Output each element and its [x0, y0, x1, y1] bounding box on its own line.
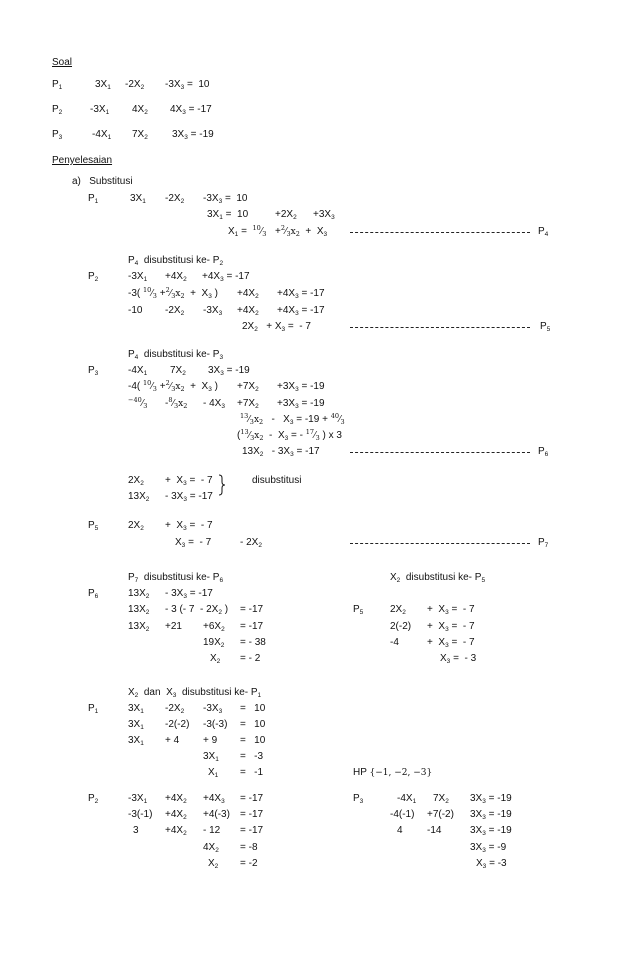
text-line: $+^2⁄_3x_2 + X_3$ [275, 224, 328, 238]
text-line: = -17 [240, 825, 264, 836]
text-line: $P_4$ disubstitusi ke- $P_3$ [128, 349, 224, 361]
text-line: -3(-1) [128, 809, 153, 820]
text-line: $X_2$ disubstitusi ke- $P_5$ [390, 572, 486, 584]
text-line: $4X_3 = -17$ [170, 104, 212, 116]
text-line: $3X_3 = -9$ [470, 842, 507, 854]
text-line: $P_1$ [52, 79, 63, 91]
text-line: $19X_2$ [203, 637, 225, 649]
text-line: $X_2$ [208, 858, 219, 870]
text-line: $3X_1 = 10$ [207, 209, 249, 221]
text-line: = -3 [240, 751, 264, 762]
text-line: $3X_3 = -19$ [470, 825, 512, 837]
text-line: $3X_1$ [128, 719, 144, 731]
text-line: $13X_2 - 3X_3 = -17$ [242, 446, 320, 458]
text-line: $X_3$ = - 7 [175, 537, 212, 549]
text-line: $+7X_2$ [237, 398, 259, 410]
text-line: 2(-2) [390, 621, 412, 632]
text-line: = - 2 [240, 653, 261, 664]
text-line: -10 [128, 305, 143, 316]
text-line: $+6X_2$ [203, 621, 225, 633]
text-line: 4 [397, 825, 403, 836]
text-line: $P_7$ disubstitusi ke- $P_6$ [128, 572, 224, 584]
text-line: $3X_1$ [130, 193, 146, 205]
text-line: = 10 [240, 719, 266, 730]
text-line: -2(-2) [165, 719, 190, 730]
text-line: $13X_2$ [128, 491, 150, 503]
text-line: $^{13}⁄_3x_2 - X_3 = -19$ + $^{40}⁄_3$ [240, 412, 345, 426]
text-line: $P_4$ [538, 226, 549, 238]
text-line: $+4X_3 = -17$ [277, 305, 325, 317]
text-line: $X_2$ dan $X_3$ disubstitusi ke- $P_1$ [128, 687, 262, 699]
text-line: $7X_2$ [170, 365, 186, 377]
text-line: = 10 [240, 735, 266, 746]
text-line: -4( $^{10}⁄_3$ $+^2⁄_3x_2 + X_3$ ) [128, 379, 218, 393]
text-line: $P_3$ [353, 793, 364, 805]
text-line: +7(-2) [427, 809, 454, 820]
text-line: $P_1$ [88, 193, 99, 205]
text-line: $P_7$ [538, 537, 549, 549]
text-line: $4X_2$ [132, 104, 148, 116]
text-line: + $X_3$ = - 7 [427, 637, 475, 649]
text-line: $2X_2$ [128, 475, 144, 487]
text-line: $P_3$ [88, 365, 99, 377]
text-line: $-2X_2$ [165, 305, 185, 317]
text-line: $P_1$ [88, 703, 99, 715]
text-line: + $X_3$ = - 7 [427, 604, 475, 616]
text-line: $+3X_3$ [313, 209, 335, 221]
text-line: = -17 [240, 621, 264, 632]
text-line: $3X_3 = -19$ [470, 793, 512, 805]
text-line: = 10 [240, 703, 266, 714]
text-line: $-3X_3$ [203, 703, 223, 715]
text-line: $P_2$ [88, 793, 99, 805]
text-line: $+7X_2$ [237, 381, 259, 393]
text-line: $-3X_1$ [128, 271, 148, 283]
text-line: $+4X_2$ [165, 809, 187, 821]
dashed-leader-line [350, 327, 530, 328]
text-line: $-3X_1$ [128, 793, 148, 805]
text-line: +21 [165, 621, 182, 632]
text-line: $^{-40}⁄_3$ [128, 396, 148, 410]
text-line: $3X_1$ [95, 79, 111, 91]
text-line: + $X_3$ = - 7 [427, 621, 475, 633]
text-line: $+4X_3 = -17$ [202, 271, 250, 283]
text-line: $+3X_3 = -19$ [277, 398, 325, 410]
text-line: $+4X_3 = -17$ [277, 288, 325, 300]
text-line: $P_5$ [540, 321, 551, 333]
text-line: $3X_1$ [128, 735, 144, 747]
text-line: $13X_2$ [128, 604, 150, 616]
text-line: $7X_2$ [433, 793, 449, 805]
text-line: $X_3 = -3$ [476, 858, 507, 870]
text-line: = -17 [240, 793, 264, 804]
text-line: $X_3$ = - 3 [440, 653, 477, 665]
text-line: $P_4$ disubstitusi ke- $P_2$ [128, 255, 224, 267]
text-line: $P_3$ [52, 129, 63, 141]
text-line: - $3X_3 = -17$ [165, 491, 213, 503]
text-line: - 12 [203, 825, 221, 836]
text-line: $P_5$ [353, 604, 364, 616]
dashed-leader-line [350, 232, 530, 233]
text-line: - 3 (- $7 - 2X_2$ ) [165, 604, 229, 616]
text-line: - $2X_2$ [240, 537, 262, 549]
text-line: = -17 [240, 604, 264, 615]
text-line: $3X_1$ [203, 751, 219, 763]
text-line: $+3X_3 = -19$ [277, 381, 325, 393]
text-line: $3X_1$ [128, 703, 144, 715]
text-line: $4X_2$ [203, 842, 219, 854]
text-line: $+4X_3$ [203, 793, 225, 805]
text-line: Penyelesaian [52, 155, 113, 166]
text-line: $P_2$ [52, 104, 63, 116]
text-line: $+4X_2$ [165, 825, 187, 837]
text-line: a) Substitusi [72, 176, 133, 187]
text-line: + $X_3$ = - 7 [165, 475, 213, 487]
text-line: $-3X_3$ [203, 305, 223, 317]
text-line: = -2 [240, 858, 258, 869]
text-line: - $4X_3$ [203, 398, 225, 410]
text-line: + $X_3$ = - 7 [165, 520, 213, 532]
text-line: $+4X_2$ [165, 793, 187, 805]
text-line: = -1 [240, 767, 264, 778]
text-line: $-3X_3 = 10$ [203, 193, 248, 205]
text-line: HP {−1, −2, −3} [353, 767, 433, 778]
text-line: -3(-3) [203, 719, 228, 730]
text-line: $P_6$ [88, 588, 99, 600]
text-line: -14 [427, 825, 442, 836]
text-line: 3 [133, 825, 139, 836]
text-line: $3X_3 = -19$ [172, 129, 214, 141]
text-line: $P_2$ [88, 271, 99, 283]
text-line: $-4X_1$ [128, 365, 148, 377]
text-line: $+4X_2$ [165, 271, 187, 283]
text-line: $-4X_1$ [92, 129, 112, 141]
text-line: $-4X_1$ [397, 793, 417, 805]
text-line: disubstitusi [252, 475, 302, 486]
text-line: = -17 [240, 809, 264, 820]
text-line: $P_6$ [538, 446, 549, 458]
text-line: $13X_2$ [128, 621, 150, 633]
text-line: $3X_3 = -19$ [470, 809, 512, 821]
text-line: $-3X_3 = 10$ [165, 79, 210, 91]
text-line: $13X_2$ [128, 588, 150, 600]
text-line: $+4X_2$ [237, 305, 259, 317]
text-line: $2X_2$ [128, 520, 144, 532]
text-line: -3( $^{10}⁄_3$ $+^2⁄_3x_2 + X_3$ ) [128, 286, 218, 300]
text-line: + 4 [165, 735, 180, 746]
text-line: $3X_3 = -19$ [208, 365, 250, 377]
text-line: $7X_2$ [132, 129, 148, 141]
text-line: +4(-3) [203, 809, 230, 820]
brace-icon [218, 474, 226, 496]
text-line: $X_1$ = $^{10}⁄_3$ [228, 224, 267, 238]
text-line: $+2X_2$ [275, 209, 297, 221]
text-line: $P_5$ [88, 520, 99, 532]
dashed-leader-line [350, 452, 530, 453]
text-line: $X_2$ [210, 653, 221, 665]
text-line: Soal [52, 57, 73, 68]
text-line: ($^{13}⁄_3x_2 - X_3$ = - $^{17}⁄_3$ ) x 3 [237, 428, 342, 442]
text-line: = - 38 [240, 637, 266, 648]
text-line: $-3X_1$ [90, 104, 110, 116]
text-line: $+4X_2$ [237, 288, 259, 300]
text-line: $-2X_2$ [165, 193, 185, 205]
text-line: + 9 [203, 735, 218, 746]
text-line: - $3X_3 = -17$ [165, 588, 213, 600]
text-line: -4(-1) [390, 809, 415, 820]
text-line: $-2X_2$ [125, 79, 145, 91]
text-line: = -8 [240, 842, 258, 853]
text-line: $X_1$ [208, 767, 219, 779]
text-line: $2X_2$ [390, 604, 406, 616]
text-line: -4 [390, 637, 399, 648]
text-line: $-2X_2$ [165, 703, 185, 715]
text-line: $2X_2 + X_3$ = - 7 [242, 321, 311, 333]
dashed-leader-line [350, 543, 530, 544]
text-line: $-^8⁄_3x_2$ [165, 396, 188, 410]
